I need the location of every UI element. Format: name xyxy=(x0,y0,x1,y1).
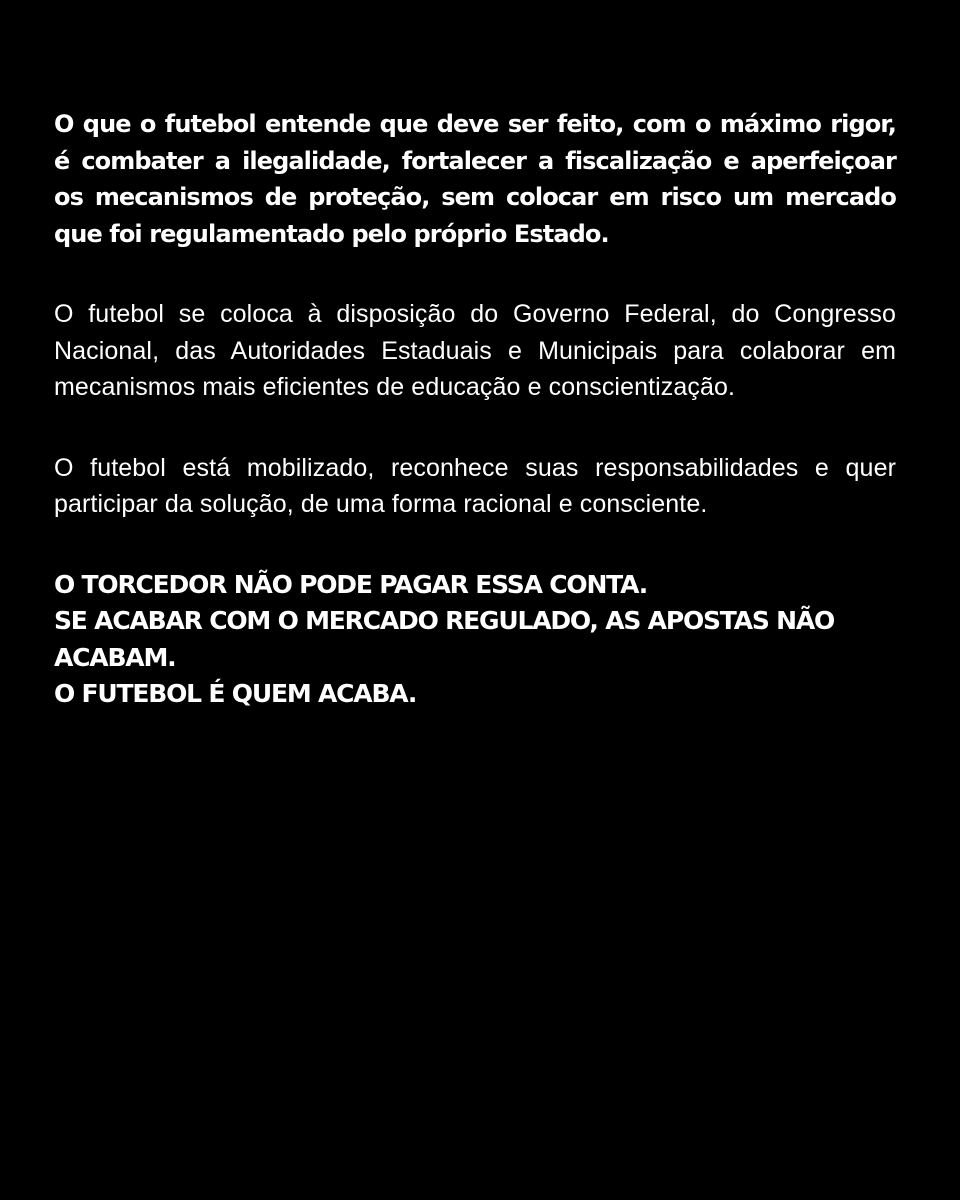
closing-line-2: SE ACABAR COM O MERCADO REGULADO, AS APOSTAS NÃO ACABAM. xyxy=(54,606,835,672)
closing-line-3: O FUTEBOL É QUEM ACABA. xyxy=(54,679,417,708)
paragraph-intro-bold: O que o futebol entende que deve ser feito, com o máximo rigor, é combater a ilegalidade, fortalecer a fiscalização e aperfeiçoar os mecanismos de proteção, sem colocar em risco um mercado que foi regulamentado pelo próprio Estado. xyxy=(54,110,896,248)
statement-content xyxy=(54,106,896,713)
paragraph-mobilization: O futebol está mobilizado, reconhece suas responsabilidades e quer participar da solução, de uma forma racional e consciente. xyxy=(54,453,896,518)
closing-statement xyxy=(54,567,896,713)
closing-line-1: O TORCEDOR NÃO PODE PAGAR ESSA CONTA. xyxy=(54,569,647,599)
paragraph-availability: O futebol se coloca à disposição do Governo Federal, do Congresso Nacional, das Autoridades Estaduais e Municipais para colaborar em mecanismos mais eficientes de educação e conscientização. xyxy=(54,300,896,401)
